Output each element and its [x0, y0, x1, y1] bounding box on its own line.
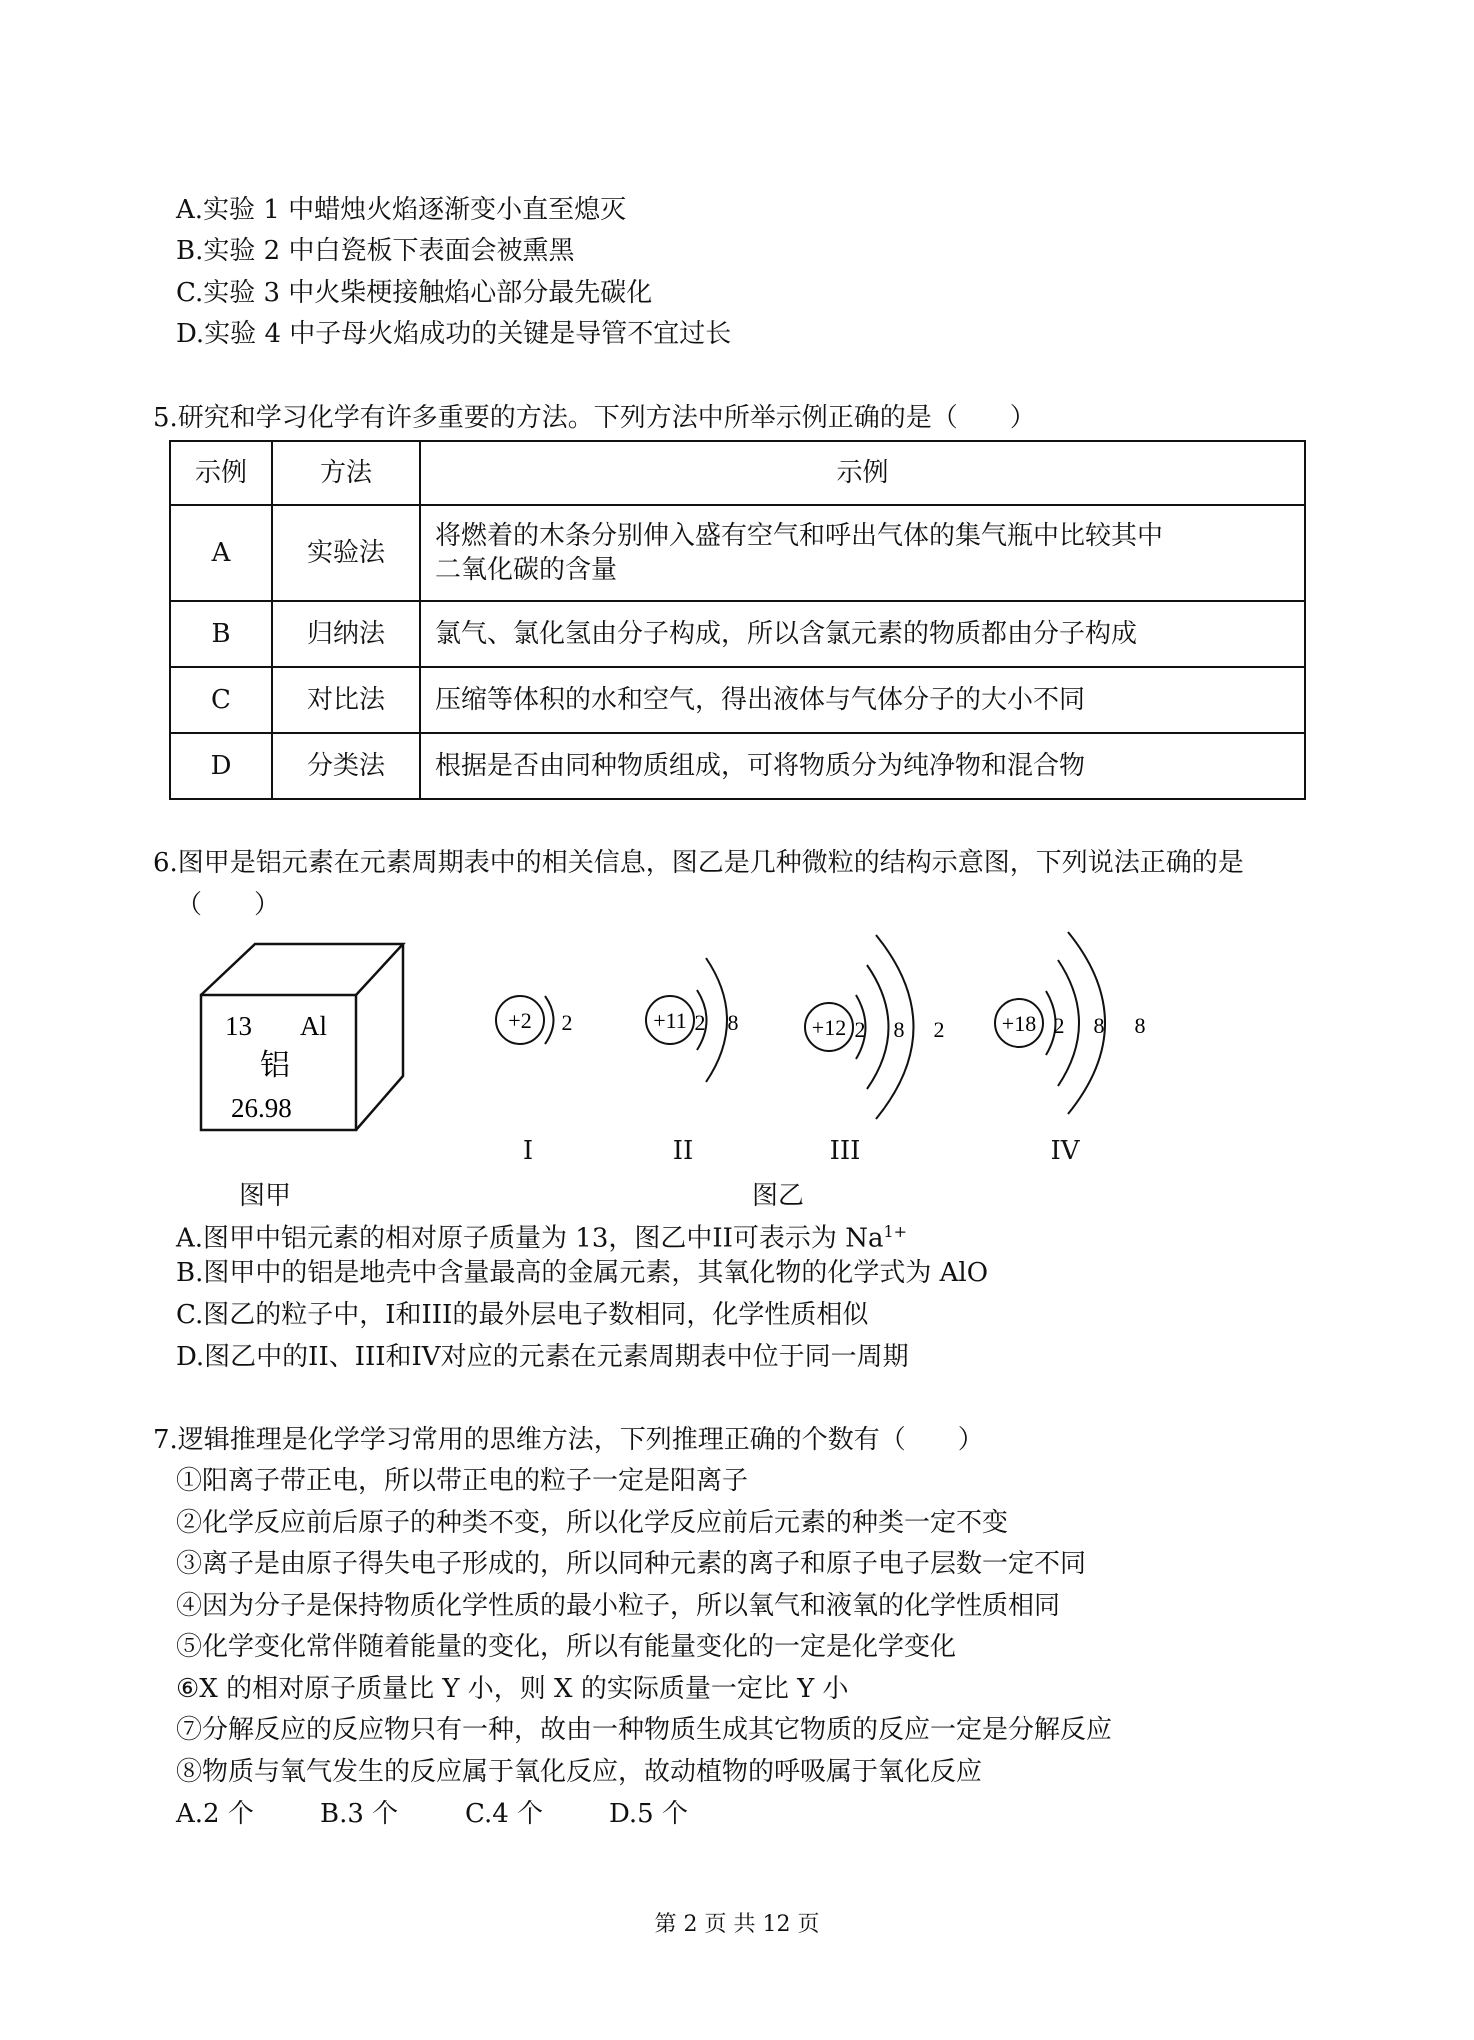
shell-electron-count: 8: [893, 1017, 905, 1042]
element-cube-figure: [195, 940, 415, 1140]
element-number: 13: [225, 1011, 252, 1041]
table-header-row: [170, 441, 1305, 505]
q7-option-d: D.5 个: [609, 1799, 688, 1829]
shell-electron-count: 8: [727, 1010, 739, 1035]
q6-option-d: D.图乙中的II、III和IV对应的元素在元素周期表中位于同一周期: [176, 1342, 909, 1372]
shell-electron-count: 8: [1093, 1013, 1105, 1038]
q4-option-b: B.实验 2 中白瓷板下表面会被熏黑: [176, 236, 575, 266]
shell-electron-count: 2: [694, 1010, 706, 1035]
row-id: A: [170, 505, 272, 601]
q6-stem-line1: 6.图甲是铝元素在元素周期表中的相关信息，图乙是几种微粒的结构示意图，下列说法正确的是: [153, 848, 1244, 878]
nucleus-charge: +12: [811, 1015, 847, 1040]
particle-label-iv: IV: [1050, 1136, 1080, 1166]
shell-electron-count: 2: [854, 1017, 866, 1042]
shell-electron-count: 2: [1053, 1013, 1065, 1038]
cube-top-face: [201, 944, 403, 995]
particle-structure-figure: [470, 920, 1190, 1150]
q7-item-5: ⑤化学变化常伴随着能量的变化，所以有能量变化的一定是化学变化: [176, 1632, 957, 1662]
q6-stem-line2: （ ）: [176, 890, 281, 920]
q7-item-3: ③离子是由原子得失电子形成的，所以同种元素的离子和原子电子层数一定不同: [176, 1549, 1087, 1579]
cube-side-face: [356, 944, 403, 1130]
q4-option-d: D.实验 4 中子母火焰成功的关键是导管不宜过长: [176, 319, 732, 349]
shell-electron-count: 2: [933, 1017, 945, 1042]
q7-option-c: C.4 个: [465, 1799, 544, 1829]
row-example: 根据是否由同种物质组成，可将物质分为纯净物和混合物: [420, 733, 1305, 799]
header-cell: 方法: [272, 441, 420, 505]
q5-stem: 5.研究和学习化学有许多重要的方法。下列方法中所举示例正确的是（ ）: [153, 403, 1036, 433]
header-cell: 示例: [420, 441, 1305, 505]
q7-option-b: B.3 个: [320, 1799, 399, 1829]
row-method: 归纳法: [272, 601, 420, 667]
q4-option-c: C.实验 3 中火柴梗接触焰心部分最先碳化: [176, 278, 653, 308]
shell-electron-count: 2: [561, 1010, 573, 1035]
table-row: [170, 505, 1305, 601]
nucleus-charge: +11: [653, 1008, 687, 1033]
nucleus-charge: +2: [508, 1008, 532, 1033]
electron-shell-arc: [545, 996, 554, 1044]
electron-shell-arc: [867, 965, 889, 1089]
caption-figure-b: 图乙: [751, 1181, 804, 1211]
particle-label-ii: II: [672, 1136, 694, 1166]
element-name: 铝: [260, 1048, 290, 1083]
q5-table: [169, 440, 1306, 800]
row-id: D: [170, 733, 272, 799]
row-example-line: 将燃着的木条分别伸入盛有空气和呼出气体的集气瓶中比较其中: [435, 521, 1164, 551]
q6-option-c: C.图乙的粒子中，I和III的最外层电子数相同，化学性质相似: [176, 1300, 869, 1330]
row-method: 对比法: [272, 667, 420, 733]
row-example: 压缩等体积的水和空气，得出液体与气体分子的大小不同: [420, 667, 1305, 733]
q7-option-a: A.2 个: [176, 1799, 254, 1829]
q6-option-a-text: A.图甲中铝元素的相对原子质量为 13，图乙中II可表示为 Na: [176, 1223, 884, 1254]
q7-item-1: ①阳离子带正电，所以带正电的粒子一定是阳离子: [176, 1466, 749, 1496]
q6-option-a-superscript: 1+: [883, 1222, 908, 1241]
row-method: 分类法: [272, 733, 420, 799]
shell-electron-count: 8: [1134, 1013, 1146, 1038]
page-footer: 第 2 页 共 12 页: [654, 1912, 820, 1937]
q7-item-6: ⑥X 的相对原子质量比 Y 小，则 X 的实际质量一定比 Y 小: [176, 1674, 849, 1704]
q7-stem: 7.逻辑推理是化学学习常用的思维方法，下列推理正确的个数有（ ）: [153, 1425, 984, 1455]
q4-option-a: A.实验 1 中蜡烛火焰逐渐变小直至熄灭: [176, 195, 627, 225]
row-id: B: [170, 601, 272, 667]
table-row: [170, 667, 1305, 733]
q7-item-4: ④因为分子是保持物质化学性质的最小粒子，所以氧气和液氧的化学性质相同: [176, 1591, 1061, 1621]
row-id: C: [170, 667, 272, 733]
q7-item-7: ⑦分解反应的反应物只有一种，故由一种物质生成其它物质的反应一定是分解反应: [176, 1715, 1113, 1745]
row-example: [420, 505, 1305, 601]
row-example-line: 二氧化碳的含量: [435, 555, 618, 585]
table-row: [170, 601, 1305, 667]
electron-shell-arc: [706, 958, 727, 1082]
element-symbol: Al: [300, 1011, 327, 1041]
element-mass: 26.98: [231, 1093, 292, 1123]
q7-item-2: ②化学反应前后原子的种类不变，所以化学反应前后元素的种类一定不变: [176, 1508, 1009, 1538]
q6-option-b: B.图甲中的铝是地壳中含量最高的金属元素，其氧化物的化学式为 AlO: [176, 1258, 989, 1288]
q6-option-a: [176, 1215, 907, 1256]
caption-figure-a: 图甲: [238, 1181, 291, 1211]
nucleus-charge: +18: [1001, 1011, 1037, 1036]
row-example: 氯气、氯化氢由分子构成，所以含氯元素的物质都由分子构成: [420, 601, 1305, 667]
table-row: [170, 733, 1305, 799]
q7-item-8: ⑧物质与氧气发生的反应属于氧化反应，故动植物的呼吸属于氧化反应: [176, 1757, 983, 1787]
header-cell: 示例: [170, 441, 272, 505]
particle-label-iii: III: [829, 1136, 861, 1166]
row-method: 实验法: [272, 505, 420, 601]
particle-label-i: I: [522, 1136, 534, 1166]
